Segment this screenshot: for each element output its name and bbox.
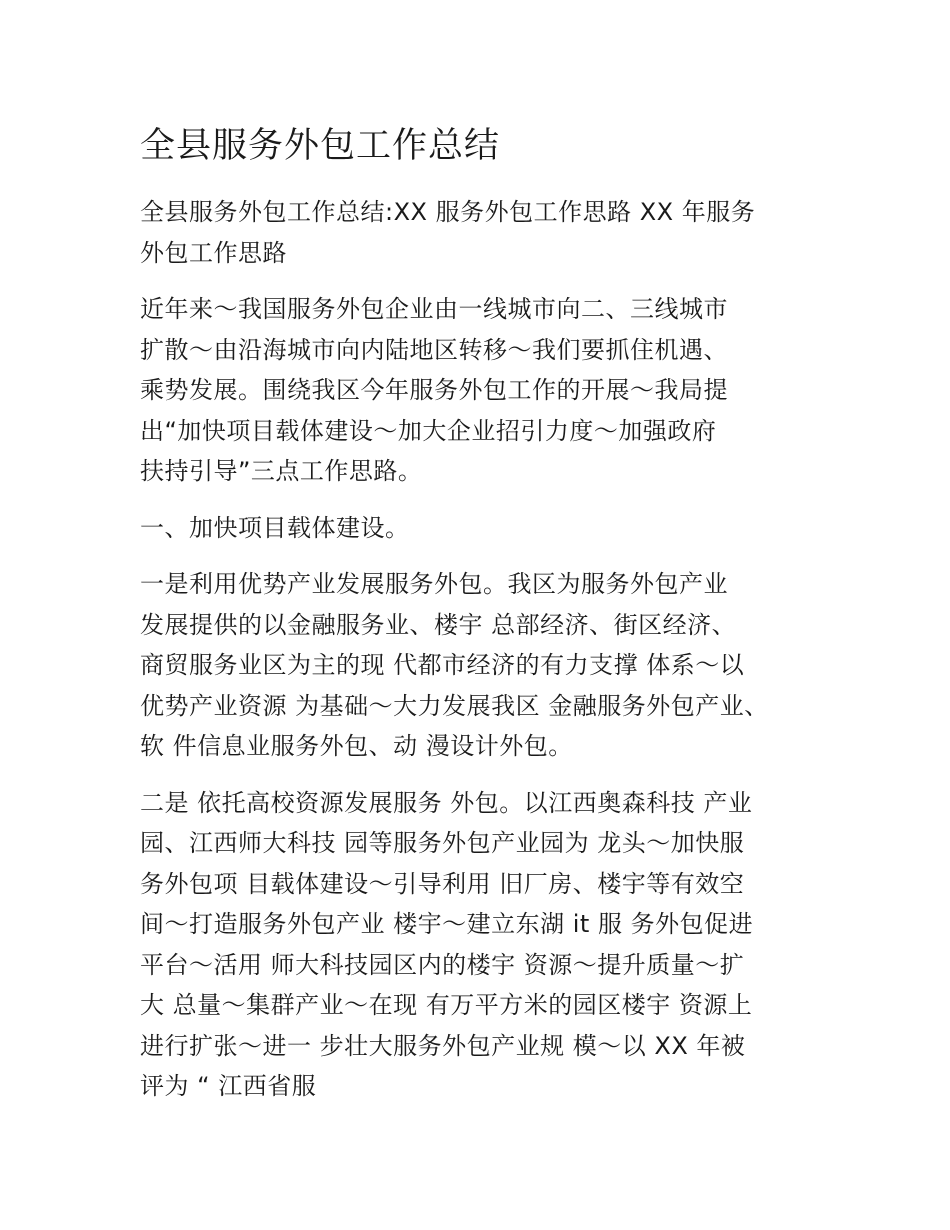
text-line: 软 件信息业服务外包、动 漫设计外包。 [140,732,573,760]
text-line: 出“加快项目载体建设～加大企业招引力度～加强政府 [140,416,717,445]
text-line: 一是利用优势产业发展服务外包。我区为服务外包产业 [140,570,728,598]
text-line: 间～打造服务外包产业 楼宇～建立东湖 it 服 务外包促进 [140,910,754,938]
text-line: 发展提供的以金融服务业、楼宇 总部经济、街区经济、 [140,610,737,639]
text-line: 全县服务外包工作总结:XX 服务外包工作思路 XX 年服务 [140,198,756,226]
text-line: 大 总量～集群产业～在现 有万平方米的园区楼宇 资源上 [140,991,753,1019]
text-line: 扩散～由沿海城市向内陆地区转移～我们要抓住机遇、 [140,335,728,364]
text-line: 扶持引导”三点工作思路。 [140,457,423,485]
document-page [140,120,812,1123]
text-line: 评为 “ 江西省服 [140,1072,317,1100]
text-line: 园、江西师大科技 园等服务外包产业园为 龙头～加快服 [140,829,745,857]
text-line: 商贸服务业区为主的现 代都市经济的有力支撑 体系～以 [140,651,745,679]
paragraph-point-one [140,564,812,767]
text-line: 近年来～我国服务外包企业由一线城市向二、三线城市 [140,295,728,323]
document-title: 全县服务外包工作总结 [140,126,501,166]
text-line: 平台～活用 师大科技园区内的楼宇 资源～提升质量～扩 [140,950,745,979]
paragraph-subtitle [140,192,812,273]
text-line: 优势产业资源 为基础～大力发展我区 金融服务外包产业、 [140,691,769,720]
text-line: 务外包项 目载体建设～引导利用 旧厂房、楼宇等有效空 [140,869,745,898]
text-line: 外包工作思路 [140,238,287,267]
text-line: 二是 依托高校资源发展服务 外包。以江西奥森科技 产业 [140,788,753,817]
text-line: 进行扩张～进一 步壮大服务外包产业规 模～以 XX 年被 [140,1031,746,1060]
section-heading [140,508,812,549]
text-line: 乘势发展。围绕我区今年服务外包工作的开展～我局提 [140,376,728,404]
paragraph-intro [140,289,812,492]
text-line: 一、加快项目载体建设。 [140,513,410,542]
paragraph-point-two [140,783,812,1107]
